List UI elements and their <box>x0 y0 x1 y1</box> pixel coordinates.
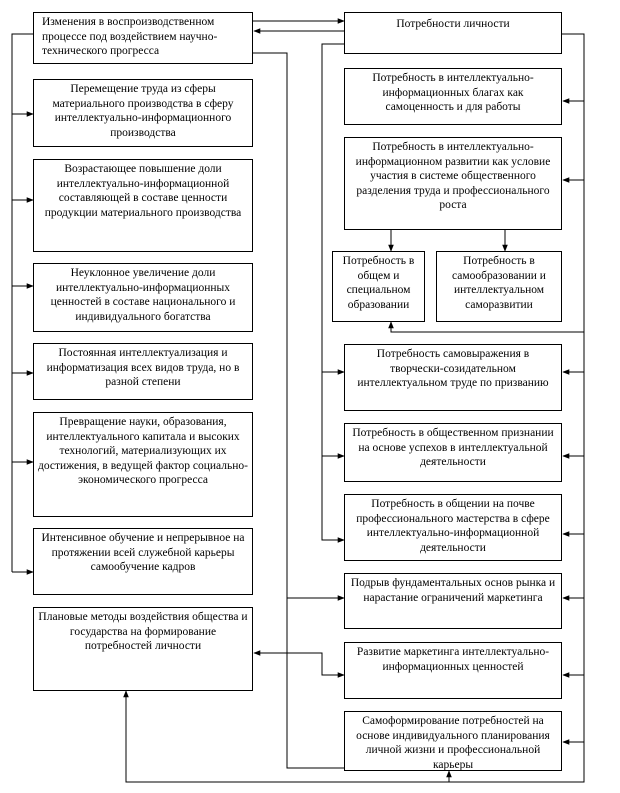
box-info-share-growth: Возрастающее повышение доли интеллектуально-информационной составляющей в составе ценности продукции материального производства <box>33 159 253 252</box>
box-marketing-development: Развитие маркетинга интеллектуально-информационных ценностей <box>344 642 562 699</box>
arrow-to-r2a <box>391 322 584 332</box>
box-planning-methods: Плановые методы воздействия общества и государства на формирование потребностей личности <box>33 607 253 691</box>
box-need-self-education: Потребность в самообразовании и интеллектуальном саморазвитии <box>436 251 562 322</box>
box-need-recognition: Потребность в общественном признании на основе успехов в интеллектуальной деятельности <box>344 423 562 482</box>
left-bus-line <box>12 34 33 572</box>
middle-bus-line <box>253 53 344 768</box>
box-ntp-changes: Изменения в воспроизводственном процессе под воздействием научно-технического прогресса <box>33 12 253 64</box>
box-market-undermining: Подрыв фундаментальных основ рынка и нарастание ограничений маркетинга <box>344 573 562 629</box>
box-info-wealth-share: Неуклонное увеличение доли интеллектуально-информационных ценностей в составе национального и индивидуального богатства <box>33 263 253 332</box>
box-need-self-expression: Потребность самовыражения в творчески-созидательном интеллектуальном труде по призванию <box>344 344 562 411</box>
box-science-driver: Превращение науки, образования, интеллектуального капитала и высоких технологий, материализующих их достижения, в ведущей фактор социально-экономического прогресса <box>33 412 253 517</box>
box-need-communication: Потребность в общении на почве профессионального мастерства в сфере интеллектуально-информационной деятельности <box>344 494 562 561</box>
box-self-formation: Самоформирование потребностей на основе индивидуального планирования личной жизни и профессиональной карьеры <box>344 711 562 771</box>
box-intellectualization: Постоянная интеллектуализация и информатизация всех видов труда, но в разной степени <box>33 343 253 400</box>
box-lifelong-learning: Интенсивное обучение и непрерывное на протяжении всей служебной карьеры самообучение кадров <box>33 528 253 595</box>
box-need-info-goods: Потребность в интеллектуально-информационных благах как самоценность и для работы <box>344 68 562 125</box>
box-need-info-development: Потребность в интеллектуально-информационном развитии как условие участия в системе общественного разделения труда и профессионального роста <box>344 137 562 230</box>
box-personal-needs: Потребности личности <box>344 12 562 54</box>
box-need-education: Потребность в общем и специальном образовании <box>332 251 425 322</box>
box-labor-shift: Перемещение труда из сферы материального производства в сферу интеллектуально-информационного производства <box>33 79 253 147</box>
arrow-to-r7 <box>287 653 344 675</box>
